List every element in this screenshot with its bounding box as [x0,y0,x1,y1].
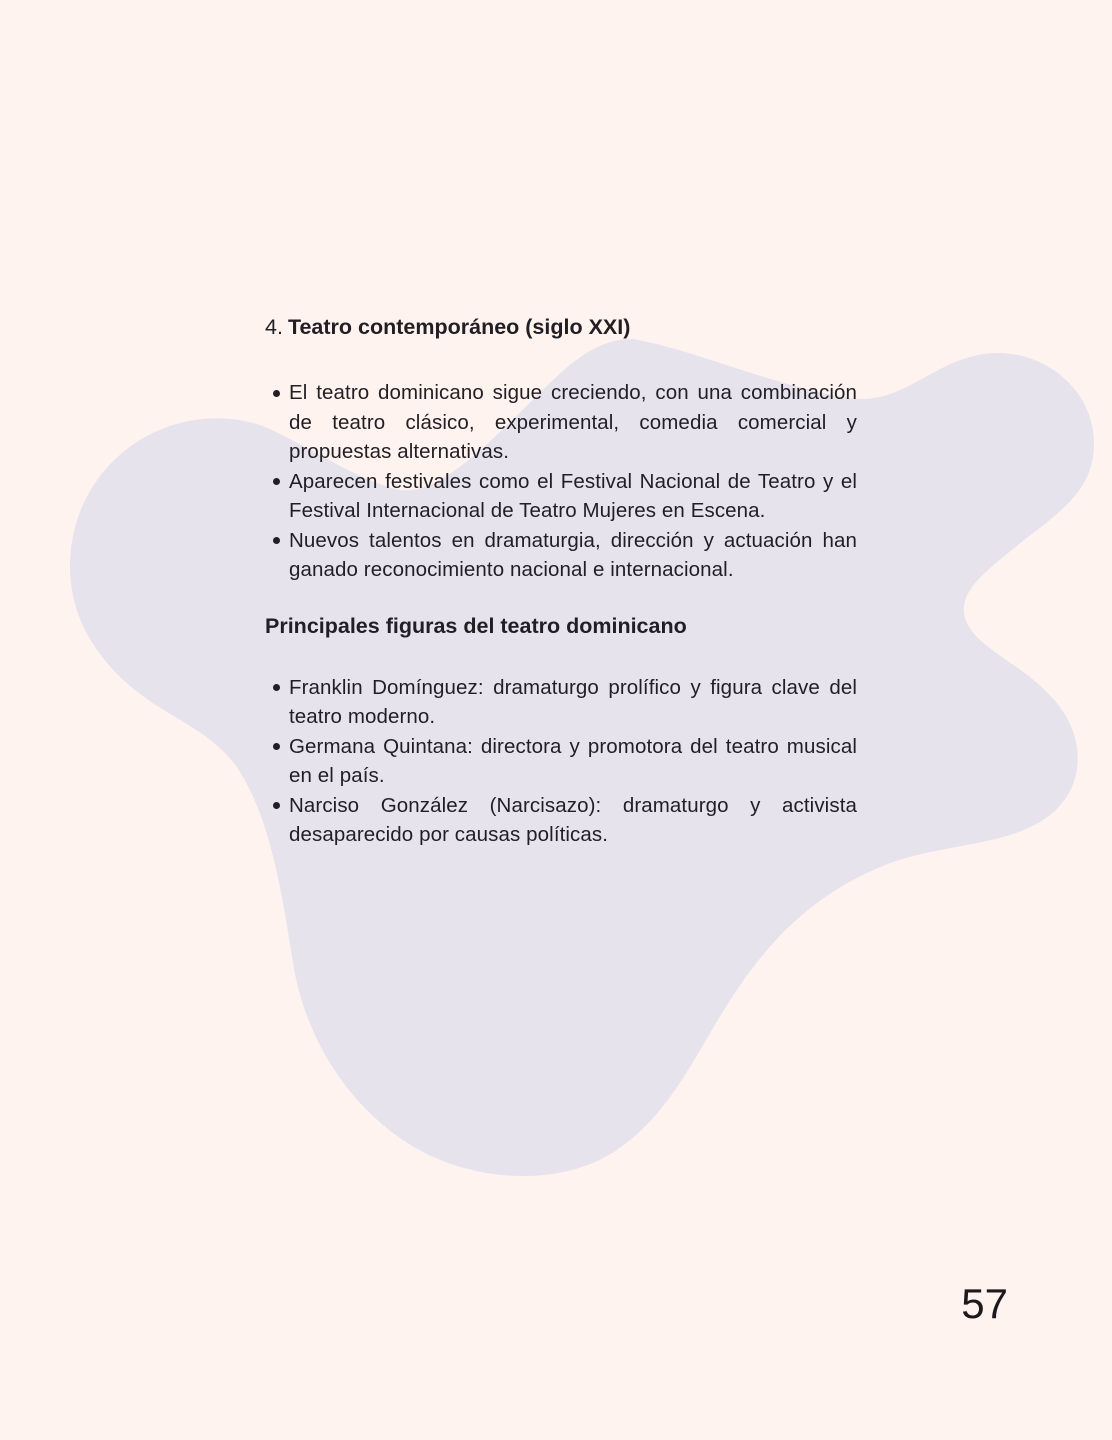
list-item: El teatro dominicano sigue creciendo, con una combinación de teatro clásico, experimental, comedia comercial y propuestas alternativas. [289,378,857,467]
list-item: Germana Quintana: directora y promotora del teatro musical en el país. [289,732,857,791]
list-item: Narciso González (Narcisazo): dramaturgo y activista desaparecido por causas políticas. [289,791,857,850]
list-item: Franklin Domínguez: dramaturgo prolífico y figura clave del teatro moderno. [289,673,857,732]
main-figures-list [265,673,857,850]
section-number: 4. [265,315,283,339]
page-content [265,313,857,850]
section-title: Teatro contemporáneo (siglo XXI) [287,315,631,339]
section-heading [265,313,857,341]
list-item: Nuevos talentos en dramaturgia, dirección y actuación han ganado reconocimiento nacional e internacional. [289,526,857,585]
contemporary-theatre-list [265,378,857,585]
list-item: Aparecen festivales como el Festival Nacional de Teatro y el Festival Internacional de Teatro Mujeres en Escena. [289,467,857,526]
page-number: 57 [961,1280,1008,1327]
subsection-heading: Principales figuras del teatro dominicano [265,613,687,638]
